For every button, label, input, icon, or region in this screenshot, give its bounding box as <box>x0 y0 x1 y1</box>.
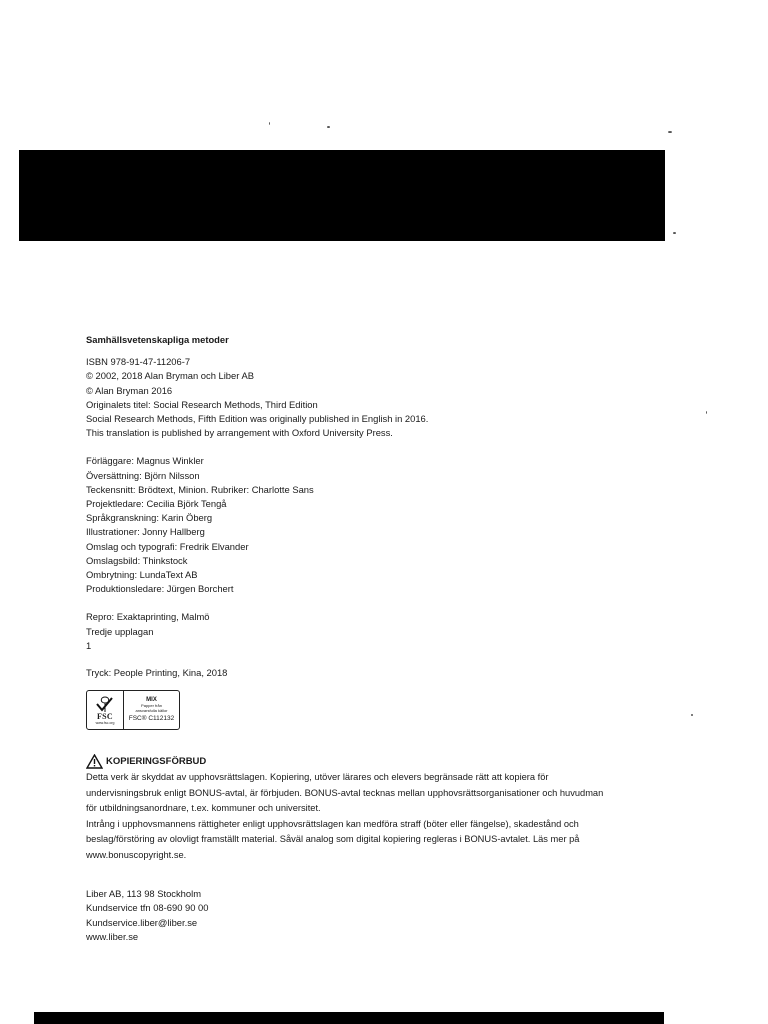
original-publication: Social Research Methods, Fifth Edition was originally published in English in 2016. <box>86 413 429 425</box>
scan-speck <box>673 232 676 234</box>
credits-list <box>86 454 606 596</box>
credit-line: Ombrytning: LundaText AB <box>86 569 198 581</box>
copy-notice-heading: KOPIERINGSFÖRBUD <box>106 755 207 767</box>
copyright-line: © Alan Bryman 2016 <box>86 384 173 396</box>
credit-line: Produktionsledare: Jürgen Borchert <box>86 583 234 595</box>
fsc-tree-check-icon <box>94 695 116 713</box>
contact-line: www.liber.se <box>86 930 139 942</box>
book-title: Samhällsvetenskapliga metoder <box>86 334 229 345</box>
copy-notice-paragraph: Intrång i upphovsmannens rättigheter enligt upphovsrättslagen kan medföra straff (böter eller fängelse), skadestånd och beslag/förstöring av olovligt framställt material. Såväl analog som digital kopiering regleras i BONUS-avtalet. Läs mer på www.bonuscopyright.se. <box>86 818 580 860</box>
scan-speck <box>691 714 693 716</box>
warning-triangle-icon <box>86 754 103 769</box>
scan-speck <box>706 411 707 414</box>
credit-line: Översättning: Björn Nilsson <box>86 469 200 481</box>
fsc-paper-line: ansvarsfulla källor <box>135 707 168 713</box>
fsc-url: www.fsc.org <box>95 721 115 726</box>
credit-line: Projektledare: Cecilia Björk Tengå <box>86 498 227 510</box>
contact-line: Kundservice.liber@liber.se <box>86 916 198 928</box>
translation-note: This translation is published by arrangement with Oxford University Press. <box>86 427 393 439</box>
scan-speck <box>668 131 672 133</box>
copy-notice-paragraph: Detta verk är skyddat av upphovsrättslagen. Kopiering, utöver lärares och elevers begränsade rätt att kopiera för undervisningsbruk enligt BONUS-avtal, är förbjuden. BONUS-avtal tecknas mellan upphovsrättsorganisationer och huvudman för utbildningsanordnare, t.ex. kommuner och universitet. <box>86 772 604 814</box>
fsc-mix: MIX <box>146 697 157 704</box>
fsc-code: FSC® C112132 <box>128 715 175 723</box>
fsc-word: FSC <box>96 712 113 722</box>
credit-line: Illustrationer: Jonny Hallberg <box>86 526 205 538</box>
original-title: Originalets titel: Social Research Methods, Third Edition <box>86 398 318 410</box>
copyright-line: © 2002, 2018 Alan Bryman och Liber AB <box>86 370 254 382</box>
edition-line: Tredje upplagan <box>86 625 154 637</box>
credit-line: Omslag och typografi: Fredrik Elvander <box>86 540 249 552</box>
print-number: 1 <box>86 639 92 651</box>
contact-line: Liber AB, 113 98 Stockholm <box>86 888 201 900</box>
bibliographic-info <box>86 355 606 440</box>
fsc-label <box>124 691 179 729</box>
print-line: Tryck: People Printing, Kina, 2018 <box>86 667 228 679</box>
copy-notice-heading-row <box>86 754 606 769</box>
credit-line: Språkgranskning: Karin Öberg <box>86 512 213 524</box>
scan-speck <box>327 126 330 128</box>
publisher-contact <box>86 887 606 944</box>
credit-line: Omslagsbild: Thinkstock <box>86 554 188 566</box>
isbn: ISBN 978-91-47-11206-7 <box>86 356 191 368</box>
contact-line: Kundservice tfn 08-690 90 00 <box>86 902 209 914</box>
credit-line: Teckensnitt: Brödtext, Minion. Rubriker: Charlotte Sans <box>86 483 314 495</box>
fsc-logo <box>86 690 180 730</box>
scan-speck <box>269 122 270 125</box>
fsc-logo-mark <box>87 691 124 729</box>
scan-edge-band <box>34 1012 664 1024</box>
repro-line: Repro: Exaktaprinting, Malmö <box>86 611 210 623</box>
redaction-band <box>19 150 665 241</box>
credit-line: Förläggare: Magnus Winkler <box>86 455 204 467</box>
imprint-page <box>86 333 606 944</box>
printing-info <box>86 610 606 653</box>
fsc-paper-line: Papper från <box>141 703 162 709</box>
